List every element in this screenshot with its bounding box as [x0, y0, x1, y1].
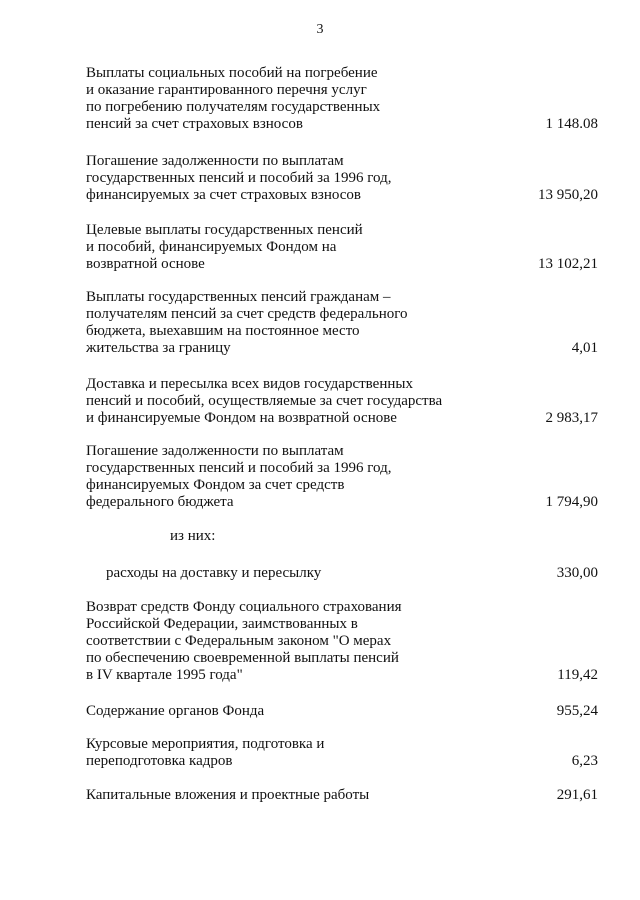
entry-line: Российской Федерации, заимствованных в: [86, 616, 358, 632]
entry-line: Доставка и пересылка всех видов государственных: [86, 376, 413, 392]
entry-line: по обеспечению своевременной выплаты пенсий: [86, 650, 399, 666]
entry-description: [86, 443, 486, 511]
entry-line: Содержание органов Фонда: [86, 703, 265, 719]
entry-amount: 119,42: [557, 667, 598, 683]
entry-description: [86, 736, 486, 770]
entry-amount: 955,24: [556, 703, 598, 719]
entry-line: получателям пенсий за счет средств федерального: [86, 306, 408, 322]
expense-entry: [86, 599, 598, 684]
entry-line: Погашение задолженности по выплатам: [86, 443, 344, 459]
expense-entry: [86, 787, 598, 804]
entry-amount: 1 794,90: [545, 494, 598, 510]
expense-entry: [86, 289, 598, 357]
entry-line: Возврат средств Фонду социального страхования: [86, 599, 402, 615]
entry-line: в IV квартале 1995 года": [86, 667, 243, 683]
entry-line: Курсовые мероприятия, подготовка и: [86, 736, 325, 752]
entry-description: [86, 787, 486, 804]
entry-line: пенсий и пособий, осуществляемые за счет государства: [86, 393, 443, 409]
expense-entry: [86, 443, 598, 511]
entry-line: пенсий за счет страховых взносов: [86, 116, 303, 132]
entry-line: жительства за границу: [86, 340, 231, 356]
expense-entry: [86, 736, 598, 770]
entry-amount: 2 983,17: [545, 410, 598, 426]
entry-amount: 13 950,20: [538, 187, 598, 203]
entry-line: соответствии с Федеральным законом "О мерах: [86, 633, 392, 649]
expense-entry: [86, 703, 598, 720]
entry-line: переподготовка кадров: [86, 753, 233, 769]
entry-line: федерального бюджета: [86, 494, 234, 510]
entry-line: государственных пенсий и пособий за 1996 год,: [86, 460, 392, 476]
entry-line: и финансируемые Фондом на возвратной основе: [86, 410, 397, 426]
entry-line: по погребению получателям государственных: [86, 99, 381, 115]
entry-line: финансируемых Фондом за счет средств: [86, 477, 345, 493]
entry-line: возвратной основе: [86, 256, 205, 272]
entry-line: Капитальные вложения и проектные работы: [86, 787, 370, 803]
entry-line: Выплаты социальных пособий на погребение: [86, 65, 378, 81]
entry-description: [106, 565, 506, 582]
entry-line: государственных пенсий и пособий за 1996 год,: [86, 170, 392, 186]
entry-line: расходы на доставку и пересылку: [106, 565, 322, 581]
expense-entry: [86, 376, 598, 427]
entry-amount: 330,00: [556, 565, 598, 581]
entry-amount: 13 102,21: [538, 256, 598, 272]
entry-description: [86, 222, 486, 273]
entry-amount: 291,61: [556, 787, 598, 803]
entry-description: [86, 703, 486, 720]
expense-entry: [86, 222, 598, 273]
entry-line: финансируемых за счет страховых взносов: [86, 187, 361, 203]
entry-line: Целевые выплаты государственных пенсий: [86, 222, 363, 238]
entry-description: [86, 289, 486, 357]
page-number: 3: [316, 22, 324, 37]
expense-entry: [86, 65, 598, 133]
entry-description: [86, 153, 486, 204]
expense-entry: [86, 153, 598, 204]
entry-amount: 1 148.08: [545, 116, 598, 132]
entry-description: [86, 599, 486, 684]
entry-line: и оказание гарантированного перечня услуг: [86, 82, 367, 98]
entry-line: бюджета, выехавшим на постоянное место: [86, 323, 360, 339]
entry-description: [86, 65, 486, 133]
entry-line: Выплаты государственных пенсий гражданам –: [86, 289, 391, 305]
entry-description: [86, 376, 486, 427]
entry-amount: 4,01: [571, 340, 598, 356]
sub-expense-entry: [106, 565, 598, 582]
entry-amount: 6,23: [571, 753, 598, 769]
subheading: из них:: [170, 528, 216, 544]
entry-line: Погашение задолженности по выплатам: [86, 153, 344, 169]
entry-line: и пособий, финансируемых Фондом на: [86, 239, 337, 255]
